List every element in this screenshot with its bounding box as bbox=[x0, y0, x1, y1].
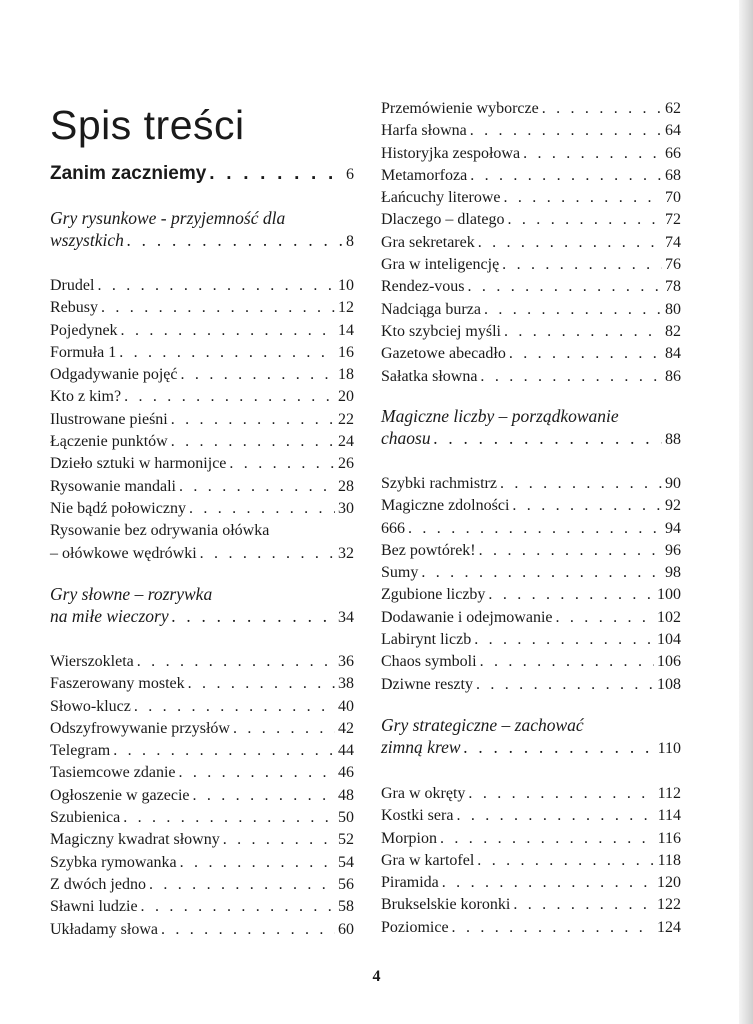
section-heading-line: wszystkich bbox=[50, 230, 124, 251]
toc-entry-title: Szybki rachmistrz bbox=[381, 475, 497, 492]
toc-entry-title: Odszyfrowywanie przysłów bbox=[50, 719, 230, 737]
leader-dots bbox=[504, 187, 663, 209]
toc-entry[interactable] bbox=[381, 366, 681, 388]
section-heading-line: Gry słowne – rozrywka bbox=[50, 584, 213, 604]
toc-left-group-2 bbox=[50, 651, 354, 941]
toc-entry-title: Sałatka słowna bbox=[381, 367, 478, 385]
toc-entry[interactable] bbox=[50, 297, 354, 319]
toc-entry[interactable] bbox=[381, 321, 681, 343]
toc-entry-title: Kto z kim? bbox=[50, 388, 122, 406]
toc-entry-title: Rysowanie mandali bbox=[50, 477, 176, 495]
toc-entry-page: 24 bbox=[338, 433, 354, 451]
toc-entry-page: 94 bbox=[665, 519, 681, 537]
toc-entry-page: 112 bbox=[657, 785, 681, 802]
toc-entry-title: Rebusy bbox=[50, 299, 98, 317]
toc-entry[interactable] bbox=[381, 828, 681, 850]
toc-entry-page: 76 bbox=[665, 256, 681, 274]
toc-entry[interactable] bbox=[50, 807, 354, 829]
leader-dots bbox=[512, 495, 662, 517]
leader-dots bbox=[123, 807, 335, 829]
leader-dots bbox=[474, 629, 654, 651]
leader-dots bbox=[504, 321, 662, 343]
leader-dots bbox=[479, 540, 662, 562]
toc-entry-page: 20 bbox=[338, 388, 354, 406]
leader-dots bbox=[179, 476, 335, 498]
leader-dots bbox=[478, 232, 662, 254]
toc-entry-page: 124 bbox=[657, 918, 681, 936]
leader-dots bbox=[180, 852, 335, 874]
toc-entry[interactable] bbox=[50, 874, 354, 896]
leader-dots bbox=[200, 543, 335, 565]
toc-entry-page: 122 bbox=[657, 896, 681, 914]
toc-entry-page: 110 bbox=[657, 740, 681, 758]
toc-entry[interactable] bbox=[50, 896, 354, 918]
leader-dots bbox=[500, 473, 662, 495]
toc-entry-page: 114 bbox=[657, 807, 681, 825]
toc-entry-title: Nie bądź połowiczny bbox=[50, 499, 186, 517]
toc-entry-page: 74 bbox=[665, 233, 681, 251]
toc-entry[interactable] bbox=[381, 805, 681, 827]
leader-dots bbox=[172, 605, 335, 627]
toc-entry-title: Metamorfoza bbox=[381, 166, 468, 184]
toc-entry-title: Zanim zaczniemy bbox=[50, 163, 207, 184]
toc-entry-title: Pojedynek bbox=[50, 321, 118, 339]
toc-entry[interactable] bbox=[50, 829, 354, 851]
leader-dots bbox=[508, 209, 663, 231]
toc-entry-title: Układamy słowa bbox=[50, 920, 158, 938]
toc-entry-page: 36 bbox=[338, 653, 354, 670]
toc-entry-title: Ilustrowane pieśni bbox=[50, 410, 168, 428]
toc-entry[interactable] bbox=[50, 453, 354, 475]
leader-dots bbox=[513, 894, 654, 916]
leader-dots bbox=[468, 276, 662, 298]
toc-section-1[interactable] bbox=[50, 207, 354, 252]
toc-entry-page: 48 bbox=[338, 786, 354, 804]
toc-entry-title: 666 bbox=[381, 519, 405, 537]
leader-dots bbox=[97, 275, 335, 297]
toc-entry-title: Przemówienie wyborcze bbox=[381, 100, 539, 117]
toc-entry-title: Magiczne zdolności bbox=[381, 497, 510, 515]
leader-dots bbox=[477, 850, 654, 872]
leader-dots bbox=[470, 165, 662, 187]
section-heading-line: Gry strategiczne – zachować bbox=[381, 715, 584, 735]
toc-entry[interactable] bbox=[50, 431, 354, 453]
toc-entry[interactable] bbox=[381, 343, 681, 365]
toc-entry-title: Historyjka zespołowa bbox=[381, 144, 521, 162]
toc-entry-title: Piramida bbox=[381, 874, 439, 892]
leader-dots bbox=[434, 427, 662, 449]
leader-dots bbox=[480, 366, 662, 388]
toc-entry-page: 100 bbox=[657, 586, 681, 604]
toc-entry-title: Faszerowany mostek bbox=[50, 675, 185, 693]
toc-entry-page: 52 bbox=[338, 831, 354, 849]
toc-entry[interactable] bbox=[381, 562, 681, 584]
toc-entry-title: Brukselskie koronki bbox=[381, 896, 511, 914]
leader-dots bbox=[229, 453, 335, 475]
toc-entry-page: 82 bbox=[665, 322, 681, 340]
leader-dots bbox=[161, 919, 335, 941]
toc-entry-page: 50 bbox=[338, 809, 354, 827]
toc-entry[interactable] bbox=[50, 785, 354, 807]
toc-entry-title: Słowo-klucz bbox=[50, 697, 131, 715]
toc-entry[interactable] bbox=[381, 783, 681, 805]
toc-entry-title: Dodawanie i odejmowanie bbox=[381, 608, 553, 626]
toc-entry[interactable] bbox=[381, 651, 681, 673]
leader-dots bbox=[480, 651, 654, 673]
toc-entry[interactable] bbox=[50, 409, 354, 431]
toc-entry[interactable] bbox=[50, 320, 354, 342]
leader-dots bbox=[137, 651, 335, 673]
toc-entry-title: Odgadywanie pojęć bbox=[50, 366, 178, 384]
section-heading-line: chaosu bbox=[381, 428, 431, 449]
leader-dots bbox=[209, 160, 343, 188]
leader-dots bbox=[452, 917, 654, 939]
leader-dots bbox=[456, 805, 654, 827]
toc-entry-title: Dlaczego – dlatego bbox=[381, 211, 505, 229]
toc-entry[interactable] bbox=[381, 143, 681, 165]
toc-entry-title: Kto szybciej myśli bbox=[381, 322, 501, 340]
toc-entry[interactable] bbox=[381, 629, 681, 651]
toc-entry-title: Drudel bbox=[50, 277, 95, 294]
leader-dots bbox=[171, 409, 335, 431]
toc-entry-page: 16 bbox=[338, 343, 354, 361]
section-heading-line: na miłe wieczory bbox=[50, 606, 169, 627]
toc-entry-title: Rysowanie bez odrywania ołówka bbox=[50, 522, 270, 540]
toc-entry-title: Telegram bbox=[50, 742, 111, 760]
leader-dots bbox=[468, 783, 654, 805]
toc-entry-title: Morpion bbox=[381, 829, 437, 847]
toc-entry-title: Labirynt liczb bbox=[381, 631, 472, 649]
toc-right-group-1 bbox=[381, 98, 681, 388]
leader-dots bbox=[178, 762, 335, 784]
toc-entry-page: 38 bbox=[338, 675, 354, 693]
toc-entry-page: 46 bbox=[338, 764, 354, 782]
toc-entry-title: Wierszokleta bbox=[50, 653, 134, 670]
toc-entry-page: 12 bbox=[338, 299, 354, 317]
toc-entry-page: 118 bbox=[657, 851, 681, 869]
toc-entry-page: 28 bbox=[338, 477, 354, 495]
leader-dots bbox=[502, 254, 662, 276]
toc-entry-title: Ogłoszenie w gazecie bbox=[50, 786, 190, 804]
toc-entry[interactable] bbox=[50, 498, 354, 520]
toc-entry-page: 30 bbox=[338, 499, 354, 517]
toc-entry-title: Kostki sera bbox=[381, 807, 454, 825]
leader-dots bbox=[233, 718, 335, 740]
leader-dots bbox=[121, 320, 335, 342]
toc-entry-page: 106 bbox=[657, 653, 681, 671]
toc-entry[interactable] bbox=[381, 187, 681, 209]
toc-entry[interactable] bbox=[50, 762, 354, 784]
toc-entry[interactable] bbox=[50, 919, 354, 941]
toc-entry[interactable] bbox=[381, 473, 681, 495]
toc-entry-title: Poziomice bbox=[381, 918, 449, 936]
toc-entry-page: 56 bbox=[338, 875, 354, 893]
toc-entry[interactable] bbox=[381, 299, 681, 321]
toc-entry[interactable] bbox=[381, 674, 681, 696]
toc-entry-title: Gazetowe abecadło bbox=[381, 345, 506, 363]
toc-entry-page: 108 bbox=[657, 675, 681, 693]
toc-entry[interactable] bbox=[381, 254, 681, 276]
toc-entry[interactable] bbox=[381, 894, 681, 916]
leader-dots bbox=[119, 342, 335, 364]
toc-entry-page: 64 bbox=[665, 122, 681, 140]
toc-section-3[interactable] bbox=[381, 405, 681, 450]
toc-entry-page: 78 bbox=[665, 278, 681, 296]
toc-entry-page: 98 bbox=[665, 564, 681, 582]
toc-entry-title: Zgubione liczby bbox=[381, 586, 486, 604]
toc-entry[interactable] bbox=[381, 165, 681, 187]
toc-entry-page: 22 bbox=[338, 410, 354, 428]
toc-entry[interactable] bbox=[381, 232, 681, 254]
toc-entry[interactable] bbox=[50, 364, 354, 386]
toc-entry-page: 6 bbox=[346, 166, 354, 183]
toc-entry-page: 32 bbox=[338, 544, 354, 562]
leader-dots bbox=[542, 98, 662, 120]
leader-dots bbox=[127, 229, 343, 251]
toc-entry-page: 40 bbox=[338, 697, 354, 715]
leader-dots bbox=[488, 584, 654, 606]
toc-entry-page: 92 bbox=[665, 497, 681, 515]
toc-entry-page: 62 bbox=[665, 100, 681, 117]
toc-entry-page: 104 bbox=[657, 631, 681, 649]
toc-intro-entry[interactable] bbox=[50, 160, 354, 188]
toc-entry[interactable] bbox=[381, 98, 681, 120]
toc-entry-title: Dzieło sztuki w harmonijce bbox=[50, 455, 227, 473]
toc-entry[interactable] bbox=[50, 275, 354, 297]
toc-entry[interactable] bbox=[381, 518, 681, 540]
toc-entry-page: 14 bbox=[338, 321, 354, 339]
toc-entry-page: 88 bbox=[665, 431, 681, 449]
leader-dots bbox=[192, 785, 335, 807]
book-spine-shadow bbox=[739, 0, 753, 1024]
toc-entry-title: Formuła 1 bbox=[50, 343, 117, 361]
toc-left-group-1 bbox=[50, 275, 354, 565]
leader-dots bbox=[442, 872, 654, 894]
leader-dots bbox=[124, 386, 335, 408]
toc-entry-page: 120 bbox=[657, 874, 681, 892]
toc-entry-title: Sumy bbox=[381, 564, 419, 582]
leader-dots bbox=[134, 696, 335, 718]
toc-entry-title: Z dwóch jedno bbox=[50, 875, 146, 893]
toc-entry-page: 84 bbox=[665, 345, 681, 363]
toc-entry-title: Tasiemcowe zdanie bbox=[50, 764, 176, 782]
leader-dots bbox=[464, 736, 655, 758]
toc-entry-page: 86 bbox=[665, 367, 681, 385]
section-heading-line: Gry rysunkowe - przyjemność dla bbox=[50, 208, 286, 228]
toc-left-column bbox=[50, 160, 354, 188]
leader-dots bbox=[101, 297, 335, 319]
leader-dots bbox=[523, 143, 662, 165]
toc-entry[interactable] bbox=[50, 696, 354, 718]
toc-entry-title: Łączenie punktów bbox=[50, 433, 168, 451]
toc-entry[interactable] bbox=[381, 120, 681, 142]
toc-entry[interactable] bbox=[50, 342, 354, 364]
toc-entry-page: 90 bbox=[665, 475, 681, 492]
toc-multiline-entry[interactable] bbox=[50, 520, 354, 565]
toc-entry[interactable] bbox=[50, 476, 354, 498]
toc-entry[interactable] bbox=[381, 276, 681, 298]
toc-entry-page: 34 bbox=[338, 609, 354, 627]
toc-entry[interactable] bbox=[50, 718, 354, 740]
leader-dots bbox=[149, 874, 335, 896]
toc-right-group-3 bbox=[381, 783, 681, 939]
leader-dots bbox=[113, 740, 335, 762]
toc-entry-page: 60 bbox=[338, 920, 354, 938]
toc-entry-title: Harfa słowna bbox=[381, 122, 467, 140]
leader-dots bbox=[141, 896, 335, 918]
toc-entry[interactable] bbox=[381, 872, 681, 894]
leader-dots bbox=[484, 299, 662, 321]
toc-entry[interactable] bbox=[381, 917, 681, 939]
toc-entry-title: Bez powtórek! bbox=[381, 541, 476, 559]
leader-dots bbox=[509, 343, 662, 365]
toc-entry[interactable] bbox=[381, 584, 681, 606]
toc-right-group-2 bbox=[381, 473, 681, 696]
toc-entry-page: 96 bbox=[665, 541, 681, 559]
toc-entry[interactable] bbox=[50, 651, 354, 673]
toc-entry-title: Chaos symboli bbox=[381, 653, 477, 671]
toc-entry-title: Gra sekretarek bbox=[381, 233, 475, 251]
toc-entry-title: Szybka rymowanka bbox=[50, 853, 177, 871]
toc-entry[interactable] bbox=[50, 852, 354, 874]
toc-entry-title: Dziwne reszty bbox=[381, 675, 473, 693]
toc-entry-page: 102 bbox=[657, 608, 681, 626]
toc-section-2[interactable] bbox=[50, 583, 354, 628]
leader-dots bbox=[171, 431, 335, 453]
leader-dots bbox=[440, 828, 655, 850]
toc-entry[interactable] bbox=[381, 540, 681, 562]
leader-dots bbox=[188, 673, 335, 695]
toc-entry[interactable] bbox=[381, 607, 681, 629]
page-title: Spis treści bbox=[50, 102, 245, 148]
toc-entry[interactable] bbox=[381, 850, 681, 872]
toc-entry-title: Nadciąga burza bbox=[381, 300, 481, 318]
toc-entry-title: Sławni ludzie bbox=[50, 898, 138, 916]
toc-entry[interactable] bbox=[50, 673, 354, 695]
toc-entry-page: 42 bbox=[338, 719, 354, 737]
section-heading-line: Magiczne liczby – porządkowanie bbox=[381, 406, 619, 426]
leader-dots bbox=[408, 518, 662, 540]
toc-entry-page: 58 bbox=[338, 898, 354, 916]
toc-entry-page: 66 bbox=[665, 144, 681, 162]
toc-entry-page: 54 bbox=[338, 853, 354, 871]
leader-dots bbox=[181, 364, 335, 386]
toc-section-4[interactable] bbox=[381, 714, 681, 759]
toc-entry-title: Gra w kartofel bbox=[381, 851, 475, 869]
toc-entry[interactable] bbox=[50, 386, 354, 408]
leader-dots bbox=[556, 607, 655, 629]
toc-entry-title: – ołówkowe wędrówki bbox=[50, 544, 197, 562]
toc-entry[interactable] bbox=[381, 495, 681, 517]
toc-entry-page: 8 bbox=[346, 233, 354, 251]
toc-entry-page: 70 bbox=[665, 189, 681, 207]
section-heading-line: zimną krew bbox=[381, 737, 461, 758]
toc-entry-title: Rendez-vous bbox=[381, 278, 465, 296]
leader-dots bbox=[470, 120, 662, 142]
leader-dots bbox=[189, 498, 335, 520]
toc-entry-page: 68 bbox=[665, 166, 681, 184]
toc-entry-title: Gra w inteligencję bbox=[381, 256, 500, 274]
toc-entry-page: 18 bbox=[338, 366, 354, 384]
toc-entry-page: 116 bbox=[657, 829, 681, 847]
leader-dots bbox=[476, 674, 654, 696]
toc-entry[interactable] bbox=[381, 209, 681, 231]
page-number: 4 bbox=[372, 968, 381, 985]
toc-entry-title: Łańcuchy literowe bbox=[381, 189, 501, 207]
toc-entry-title: Magiczny kwadrat słowny bbox=[50, 831, 220, 849]
leader-dots bbox=[223, 829, 335, 851]
toc-entry[interactable] bbox=[50, 740, 354, 762]
toc-entry-title: Szubienica bbox=[50, 809, 121, 827]
toc-entry-page: 72 bbox=[665, 211, 681, 229]
toc-entry-page: 26 bbox=[338, 455, 354, 473]
toc-entry-page: 44 bbox=[338, 742, 354, 760]
toc-entry-page: 10 bbox=[338, 277, 354, 294]
toc-entry-title: Gra w okręty bbox=[381, 785, 466, 802]
leader-dots bbox=[421, 562, 662, 584]
toc-entry-page: 80 bbox=[665, 300, 681, 318]
